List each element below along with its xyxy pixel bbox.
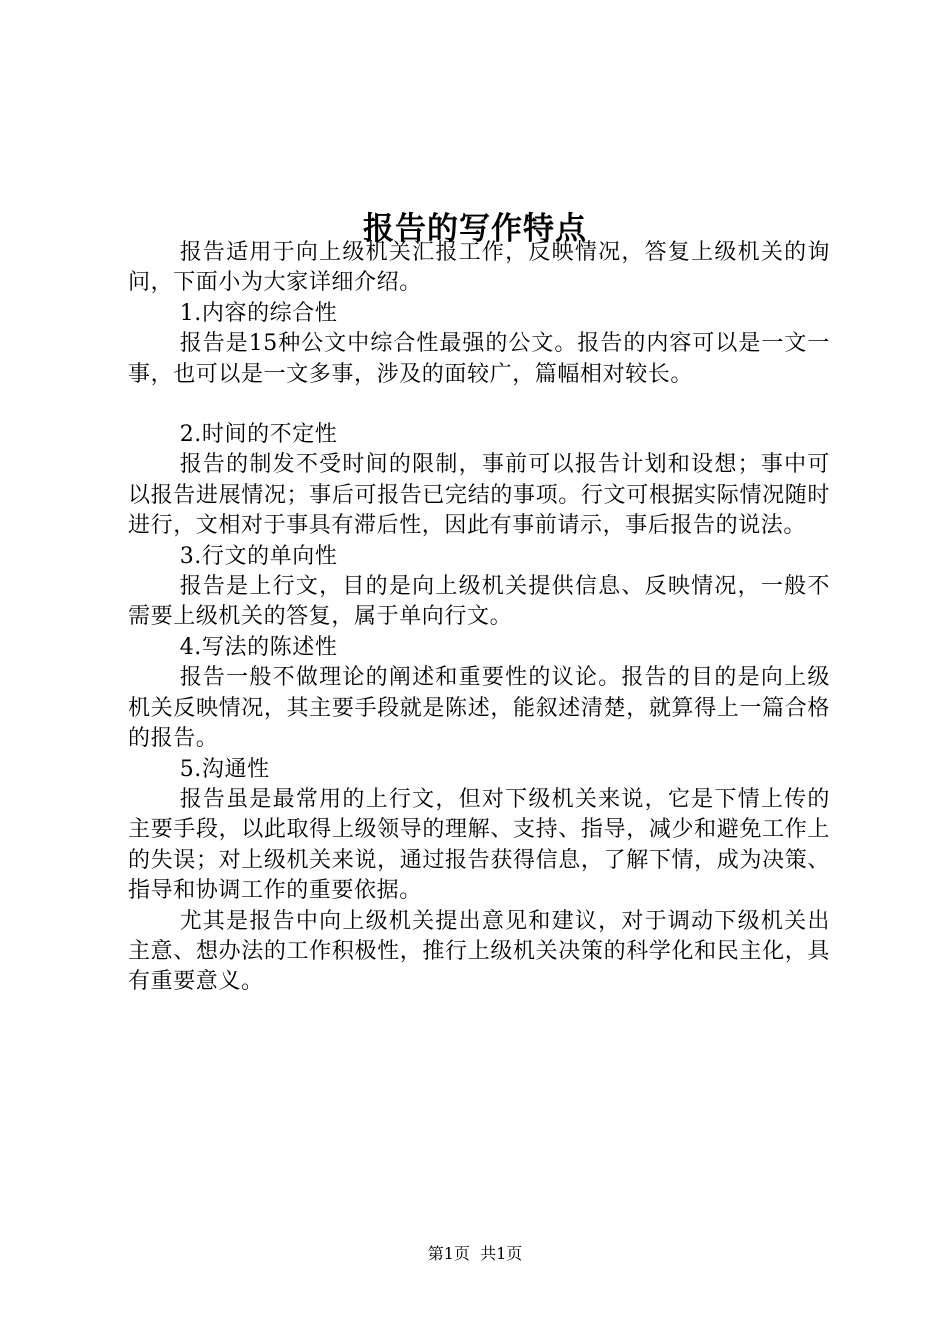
- section-heading-1: 1.内容的综合性: [179, 300, 338, 326]
- section-paragraph-4: 报告一般不做理论的阐述和重要性的议论。报告的目的是向上级机关反映情况，其主要手段就是陈述，能叙述清楚，就算得上一篇合格的报告。: [128, 665, 830, 752]
- page-number: 第1页: [427, 1244, 470, 1263]
- document-body: [128, 238, 830, 998]
- section-heading-4: 4.写法的陈述性: [179, 634, 338, 660]
- page-total: 共1页: [480, 1244, 523, 1263]
- intro-paragraph: 报告适用于向上级机关汇报工作，反映情况，答复上级机关的询问，下面小为大家详细介绍。: [128, 240, 830, 296]
- section-heading-2: 2.时间的不定性: [179, 422, 338, 448]
- closing-paragraph: 尤其是报告中向上级机关提出意见和建议，对于调动下级机关出主意、想办法的工作积极性，推行上级机关决策的科学化和民主化，具有重要意义。: [128, 908, 830, 995]
- section-heading-5: 5.沟通性: [179, 756, 270, 782]
- section-paragraph-3: 报告是上行文，目的是向上级机关提供信息、反映情况，一般不需要上级机关的答复，属于单向行文。: [128, 574, 830, 630]
- section-paragraph-2: 报告的制发不受时间的限制，事前可以报告计划和设想；事中可以报告进展情况；事后可报告已完结的事项。行文可根据实际情况随时进行，文相对于事具有滞后性，因此有事前请示，事后报告的说法。: [128, 452, 830, 539]
- section-paragraph-1: 报告是15种公文中综合性最强的公文。报告的内容可以是一文一事，也可以是一文多事，涉及的面较广，篇幅相对较长。: [128, 331, 830, 387]
- page-footer: [0, 1243, 950, 1265]
- section-paragraph-5: 报告虽是最常用的上行文，但对下级机关来说，它是下情上传的主要手段，以此取得上级领导的理解、支持、指导，减少和避免工作上的失误；对上级机关来说，通过报告获得信息，了解下情，成为决策、指导和协调工作的重要依据。: [128, 786, 830, 904]
- document-title: 报告的写作特点: [363, 210, 587, 247]
- section-heading-3: 3.行文的单向性: [179, 543, 338, 569]
